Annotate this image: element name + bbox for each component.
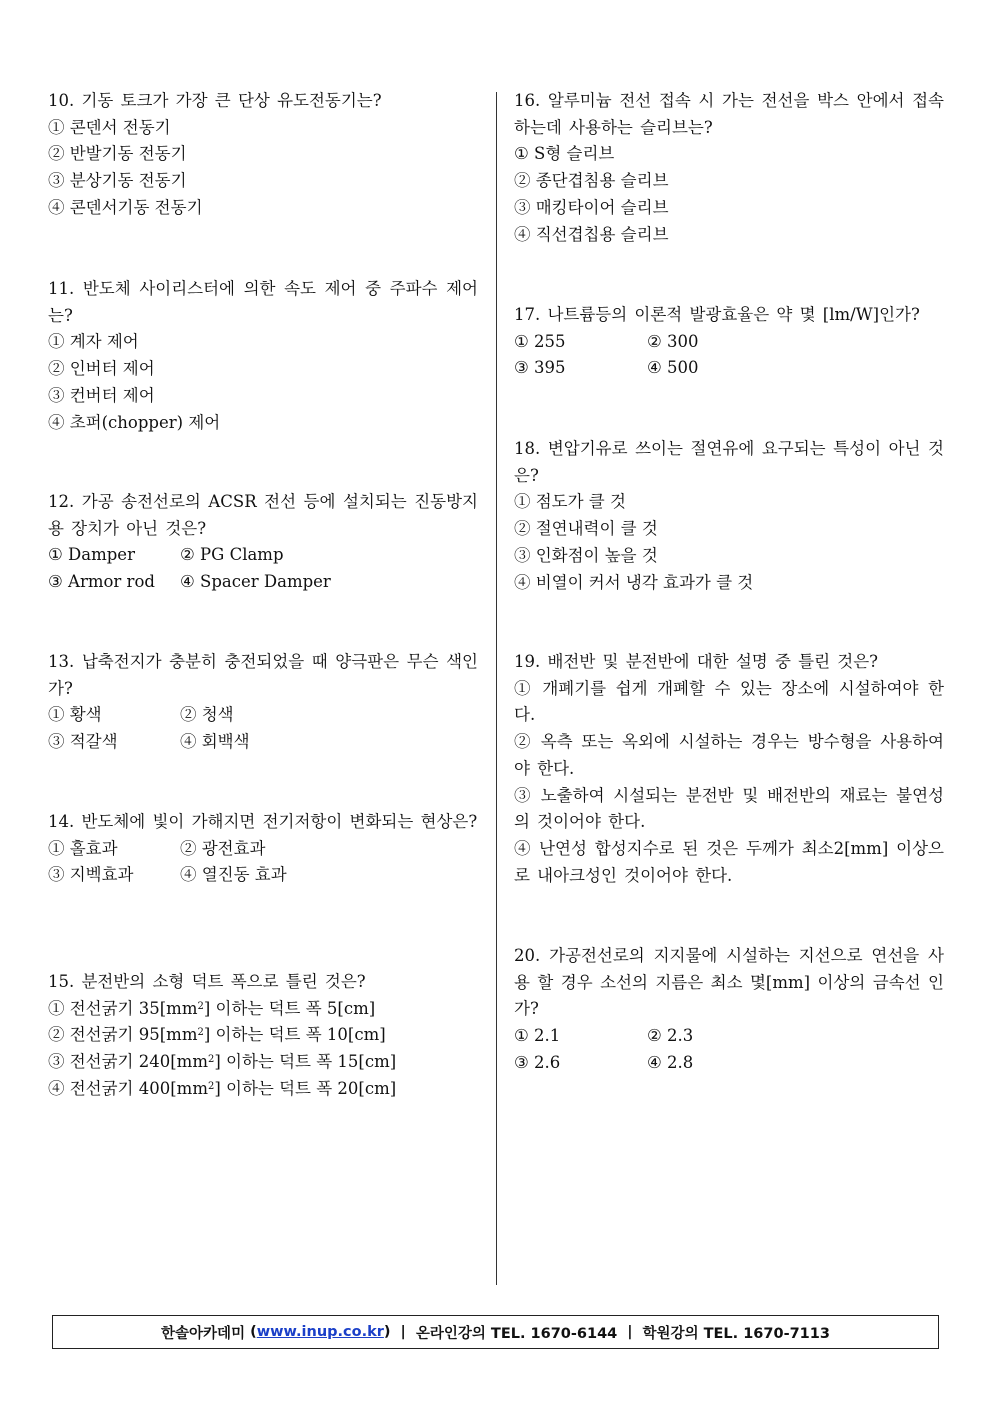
question-16 — [514, 88, 944, 248]
option-4: ④ 열진동 효과 — [180, 865, 287, 885]
question-stem: 15. 분전반의 소형 덕트 폭으로 틀린 것은? — [48, 972, 366, 991]
option-2: ② 광전효과 — [180, 838, 266, 858]
option-text: ③ 전선굵기 240[mm — [48, 1052, 208, 1072]
option-4: ④ 회백색 — [180, 732, 250, 752]
question-15 — [48, 969, 478, 1103]
question-13 — [48, 649, 478, 756]
option-1: ① 계자 제어 — [48, 332, 139, 352]
option-1: ① 개폐기를 쉽게 개폐할 수 있는 장소에 시설하여야 한다. — [514, 678, 944, 725]
option-2: ② 2.3 — [647, 1026, 694, 1046]
option-3: ③ 노출하여 시설되는 분전반 및 배전반의 재료는 불연성의 것이어야 한다. — [514, 785, 944, 832]
option-2 — [48, 1022, 478, 1049]
option-text: ① 전선굵기 35[mm — [48, 998, 198, 1018]
option-row — [48, 542, 478, 569]
option-2: ② 인버터 제어 — [48, 359, 155, 379]
superscript: 2 — [207, 1054, 215, 1066]
question-14 — [48, 809, 478, 889]
option-text: ] 이하는 덕트 폭 5[cm] — [203, 998, 376, 1018]
option-4: ④ 난연성 합성지수로 된 것은 두께가 최소2[mm] 이상으로 내아크성인 것이어야 한다. — [514, 838, 944, 885]
option-row — [48, 702, 478, 729]
question-10 — [48, 88, 478, 222]
option-4: ④ Spacer Damper — [180, 572, 331, 592]
option-text: ] 이하는 덕트 폭 15[cm] — [214, 1052, 397, 1072]
option-1: ① 점도가 클 것 — [514, 492, 626, 512]
column-divider — [496, 92, 497, 1285]
option-text: ② 전선굵기 95[mm — [48, 1025, 198, 1045]
option-2: ② 300 — [647, 331, 699, 351]
question-stem: 12. 가공 송전선로의 ACSR 전선 등에 설치되는 진동방지용 장치가 아닌 것은? — [48, 492, 478, 538]
option-3 — [48, 1049, 478, 1076]
option-row — [514, 1023, 944, 1050]
superscript: 2 — [197, 1000, 204, 1012]
question-stem: 20. 가공전선로의 지지물에 시설하는 지선으로 연선을 사용 할 경우 소선의 지름은 최소 몇[mm] 이상의 금속선 인가? — [514, 946, 944, 1019]
separator: | — [400, 1324, 406, 1340]
option-3: ③ 적갈색 — [48, 732, 118, 752]
option-2: ② 청색 — [180, 705, 234, 725]
question-stem: 13. 납축전지가 충분히 충전되었을 때 양극판은 무슨 색인가? — [48, 652, 478, 698]
offline-lecture-phone: 학원강의 TEL. 1670-7113 — [642, 1325, 830, 1342]
question-18 — [514, 436, 944, 596]
option-3: ③ 인화점이 높을 것 — [514, 545, 658, 565]
question-12 — [48, 489, 478, 596]
question-stem: 11. 반도체 사이리스터에 의한 속도 제어 중 주파수 제어는? — [48, 279, 478, 325]
option-row — [48, 862, 478, 889]
option-4: ④ 직선겹칩용 슬리브 — [514, 224, 669, 244]
option-3: ③ 컨버터 제어 — [48, 385, 155, 405]
option-3: ③ 지벡효과 — [48, 865, 134, 885]
option-4: ④ 비열이 커서 냉각 효과가 클 것 — [514, 572, 754, 592]
option-3: ③ 매킹타이어 슬리브 — [514, 197, 669, 217]
option-row — [48, 836, 478, 863]
separator: | — [627, 1324, 633, 1340]
question-stem: 19. 배전반 및 분전반에 대한 설명 중 틀린 것은? — [514, 652, 879, 671]
option-1: ① Damper — [48, 545, 135, 565]
option-3: ③ 2.6 — [514, 1052, 561, 1072]
option-1: ① 황색 — [48, 705, 102, 725]
question-19 — [514, 649, 944, 889]
option-1: ① 콘덴서 전동기 — [48, 117, 171, 137]
option-2: ② 반발기동 전동기 — [48, 144, 187, 164]
option-1 — [48, 996, 478, 1023]
option-row — [48, 569, 478, 596]
option-2: ② 옥측 또는 옥외에 시설하는 경우는 방수형을 사용하여야 한다. — [514, 732, 944, 778]
option-text: ] 이하는 덕트 폭 10[cm] — [203, 1025, 386, 1045]
question-stem: 14. 반도체에 빛이 가해지면 전기저항이 변화되는 현상은? — [48, 812, 478, 831]
question-stem: 17. 나트륨등의 이론적 발광효율은 약 몇 [lm/W]인가? — [514, 305, 920, 324]
option-2: ② 절연내력이 클 것 — [514, 519, 658, 539]
option-1: ① 홀효과 — [48, 838, 118, 858]
question-17 — [514, 302, 944, 382]
option-row — [514, 329, 944, 356]
online-lecture-phone: 온라인강의 TEL. 1670-6144 — [415, 1325, 618, 1342]
option-4: ④ 500 — [647, 358, 699, 378]
question-20 — [514, 943, 944, 1077]
option-3: ③ 395 — [514, 358, 566, 378]
option-1: ① S형 슬리브 — [514, 144, 615, 164]
superscript: 2 — [197, 1027, 204, 1039]
academy-name: 한솔아카데미 — [161, 1325, 246, 1342]
option-3: ③ Armor rod — [48, 572, 155, 592]
option-1: ① 2.1 — [514, 1026, 561, 1046]
question-11 — [48, 276, 478, 436]
option-row — [48, 729, 478, 756]
question-stem: 10. 기동 토크가 가장 큰 단상 유도전동기는? — [48, 91, 382, 110]
option-text: ④ 전선굵기 400[mm — [48, 1078, 208, 1098]
option-4: ④ 콘덴서기동 전동기 — [48, 197, 203, 217]
option-text: ] 이하는 덕트 폭 20[cm] — [214, 1078, 397, 1098]
option-1: ① 255 — [514, 331, 566, 351]
option-2: ② 종단겹침용 슬리브 — [514, 171, 669, 191]
superscript: 2 — [207, 1080, 215, 1092]
option-3: ③ 분상기동 전동기 — [48, 171, 187, 191]
footer-box: 한솔아카데미 ( www.inup.co.kr ) | 온라인강의 TEL. 1670-6144 | 학원강의 TEL. 1670-7113 — [52, 1315, 939, 1349]
option-row — [514, 1050, 944, 1077]
option-4 — [48, 1076, 478, 1103]
option-4: ④ 2.8 — [647, 1052, 694, 1072]
option-2: ② PG Clamp — [180, 545, 284, 565]
option-4: ④ 초퍼(chopper) 제어 — [48, 412, 221, 432]
option-row — [514, 355, 944, 382]
question-stem: 16. 알루미늄 전선 접속 시 가는 전선을 박스 안에서 접속하는데 사용하는 슬리브는? — [514, 91, 944, 137]
website-link[interactable]: www.inup.co.kr — [256, 1324, 384, 1340]
question-stem: 18. 변압기유로 쓰이는 절연유에 요구되는 특성이 아닌 것은? — [514, 439, 944, 485]
